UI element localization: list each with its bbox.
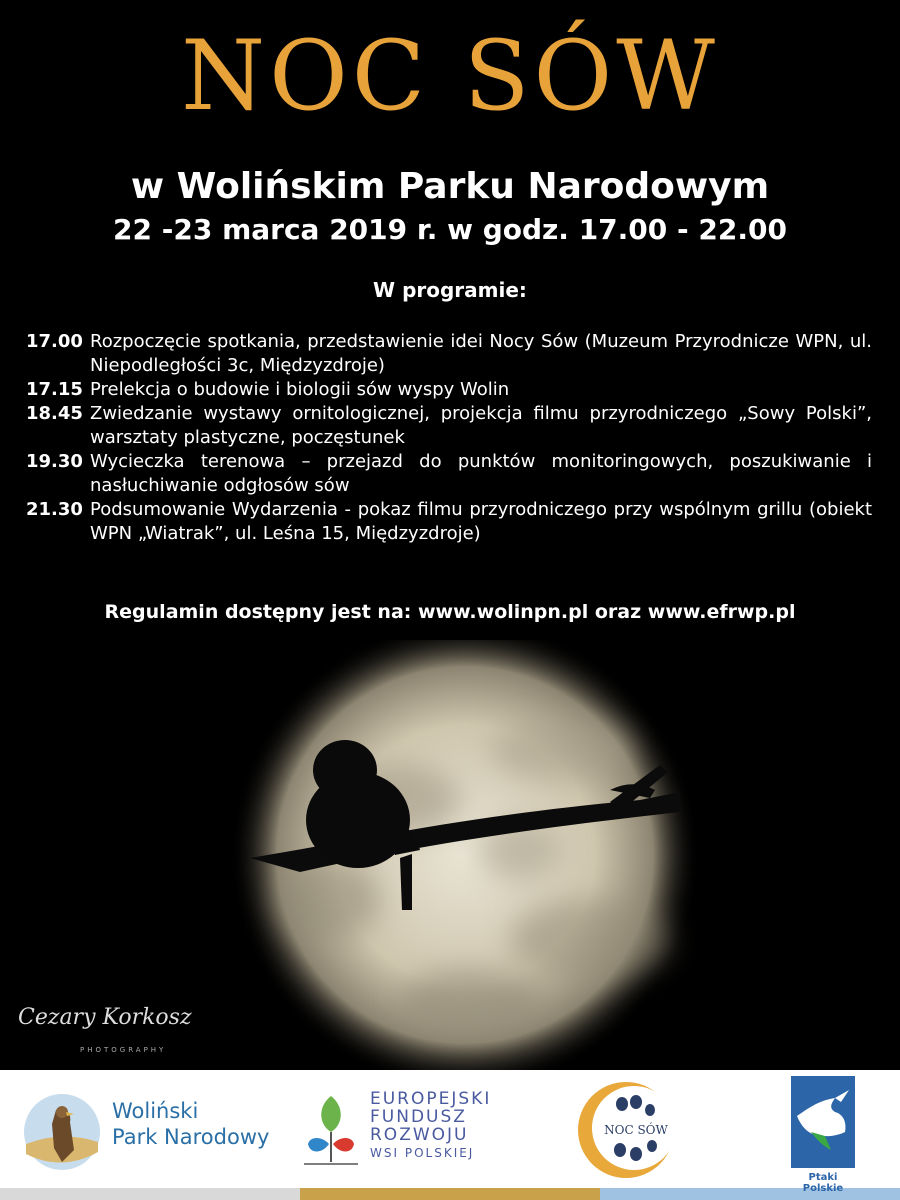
footer-bar-left: [0, 1188, 300, 1200]
noc-sow-badge-text: NOC SÓW: [604, 1123, 668, 1137]
eagle-logo-icon: [22, 1092, 102, 1172]
efr-line1: EUROPEJSKI: [370, 1089, 492, 1109]
program-time: 18.45: [26, 403, 83, 424]
event-dates: 22 -23 marca 2019 r. w godz. 17.00 - 22.00: [113, 213, 787, 246]
program-list: [26, 330, 872, 546]
poster-subtitle: w Wolińskim Parku Narodowym: [130, 166, 770, 207]
program-item: [26, 498, 872, 546]
program-text: Wycieczka terenowa – przejazd do punktów monitoringowych, poszukiwanie i nasłuchiwanie odgłosów sów: [90, 451, 872, 496]
program-time: 17.15: [26, 379, 83, 400]
efr-line2: FUNDUSZ: [370, 1107, 467, 1127]
ptaki-polskie-text: Ptaki Polskie: [802, 1172, 844, 1194]
efr-line3: ROZWOJU: [370, 1125, 469, 1145]
efrwp-logo-icon: [300, 1092, 362, 1168]
footer-bar-middle: [300, 1188, 600, 1200]
efrwp-logo-text: [370, 1090, 491, 1162]
wpn-line2: Park Narodowy: [112, 1125, 270, 1149]
wpn-line1: Woliński: [112, 1099, 199, 1123]
program-item: [26, 402, 872, 450]
poster-title: NOC SÓW: [181, 20, 719, 132]
program-item: [26, 378, 872, 402]
program-text: Zwiedzanie wystawy ornitologicznej, projekcja filmu przyrodniczego „Sowy Polski”, warsztaty plastyczne, poczęstunek: [90, 403, 872, 448]
program-text: Podsumowanie Wydarzenia - pokaz filmu przyrodniczego przy wspólnym grillu (obiekt WPN „Wiatrak”, ul. Leśna 15, Międzyzdroje): [90, 499, 872, 544]
efr-line4: WSI POLSKIEJ: [370, 1146, 475, 1160]
program-text: Rozpoczęcie spotkania, przedstawienie idei Nocy Sów (Muzeum Przyrodnicze WPN, ul. Niepodległości 3c, Międzyzdroje): [90, 331, 872, 376]
program-item: [26, 450, 872, 498]
wpn-logo-text: [112, 1098, 269, 1150]
photographer-signature: Cezary Korkosz: [18, 1005, 192, 1030]
program-text: Prelekcja o budowie i biologii sów wyspy Wolin: [90, 379, 510, 400]
program-heading: W programie:: [373, 278, 527, 302]
program-time: 17.00: [26, 331, 83, 352]
program-time: 21.30: [26, 499, 83, 520]
program-time: 19.30: [26, 451, 83, 472]
noc-sow-badge-icon: [576, 1080, 676, 1180]
rules-link-text: Regulamin dostępny jest na: www.wolinpn.pl oraz www.efrwp.pl: [104, 601, 796, 623]
program-item: [26, 330, 872, 378]
photographer-signature-sub: PHOTOGRAPHY: [80, 1046, 167, 1054]
ptaki-polskie-logo-icon: [791, 1076, 855, 1168]
